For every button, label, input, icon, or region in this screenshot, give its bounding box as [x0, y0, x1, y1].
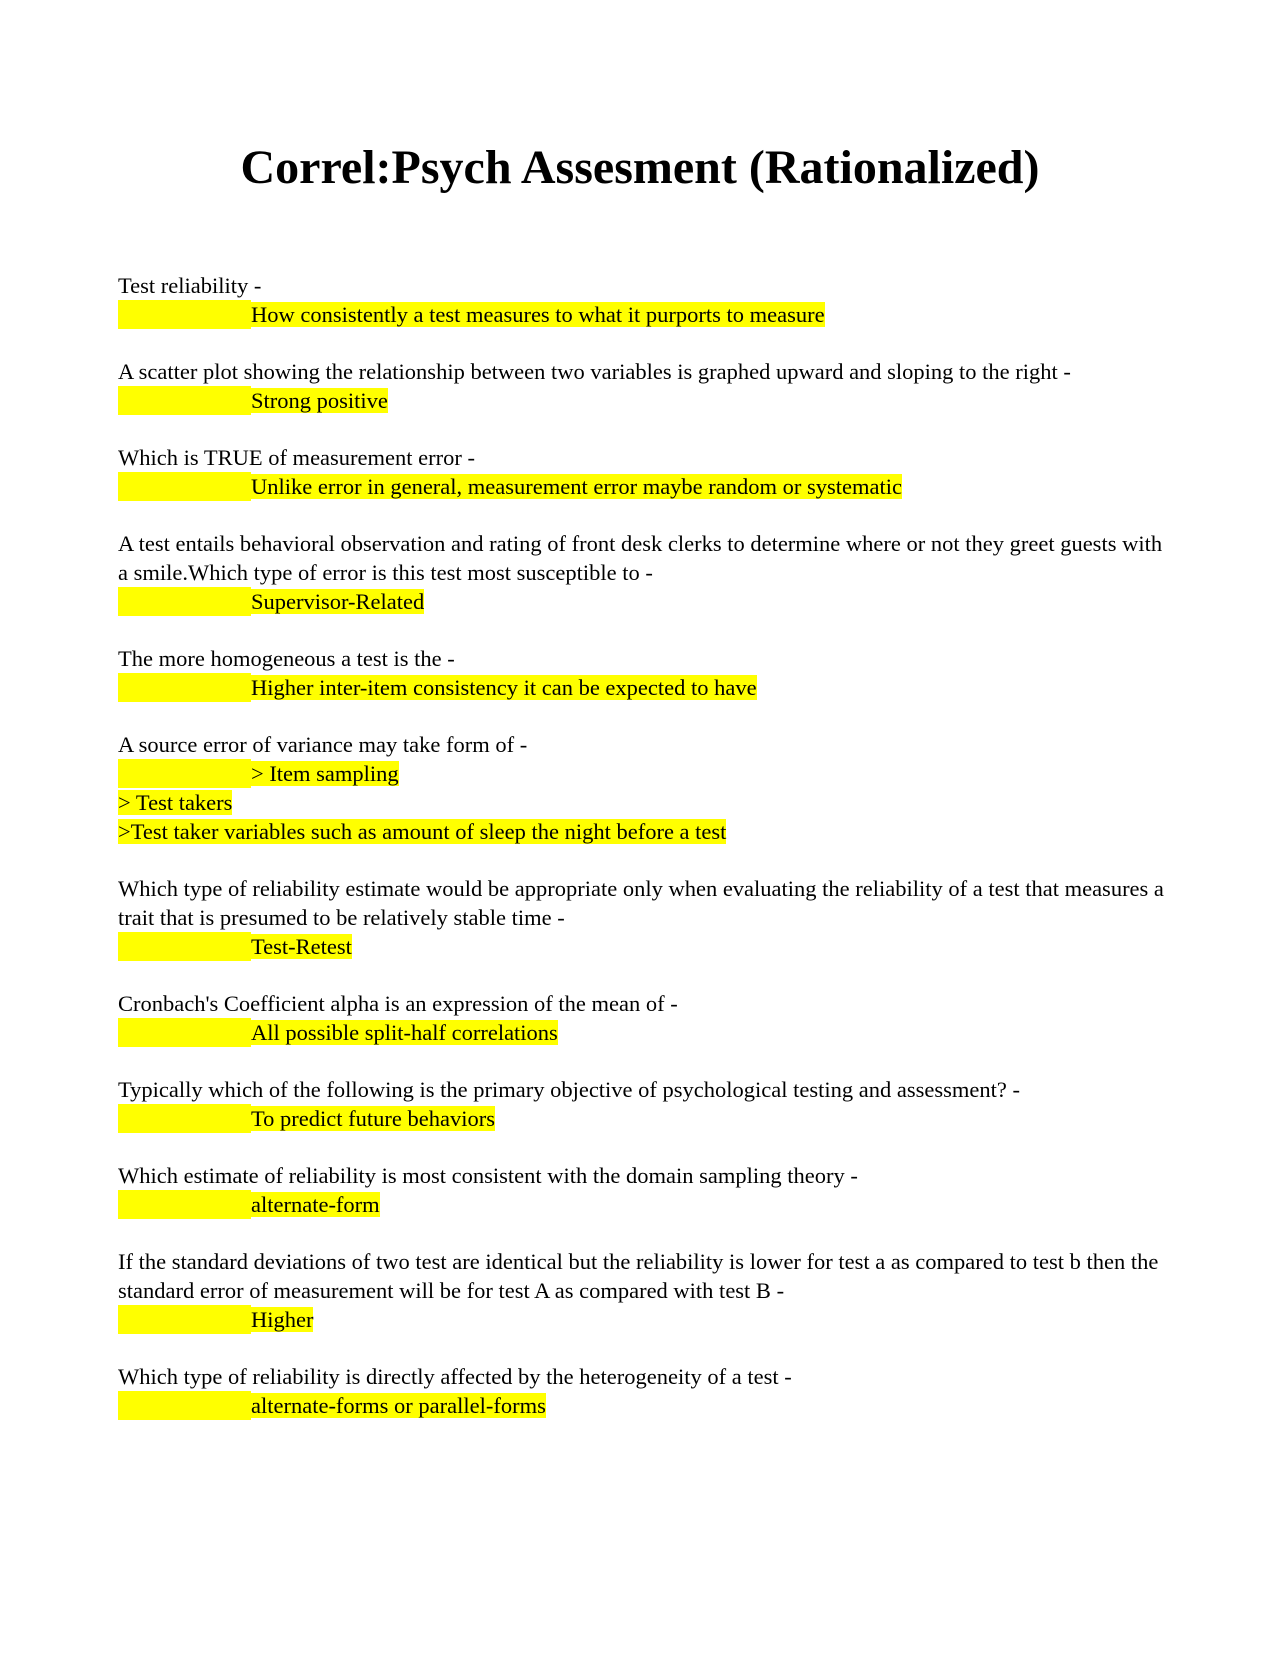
answer-line — [118, 587, 1168, 616]
answer-indent-highlight — [118, 300, 251, 329]
answer-indent-highlight — [118, 1305, 251, 1334]
question-text: Which estimate of reliability is most consistent with the domain sampling theory - — [118, 1163, 858, 1188]
qa-item — [118, 644, 1168, 702]
qa-item — [118, 874, 1168, 961]
answer-text: >Test taker variables such as amount of sleep the night before a test — [118, 819, 727, 844]
answer-indent-highlight — [118, 472, 251, 501]
question-text: A test entails behavioral observation and rating of front desk clerks to determine where or not they greet guests with a smile.Which type of error is this test most susceptible to - — [118, 531, 1163, 585]
answer-line — [118, 472, 1168, 501]
question-text: Which type of reliability is directly affected by the heterogeneity of a test - — [118, 1364, 792, 1389]
question-text: Cronbach's Coefficient alpha is an expression of the mean of - — [118, 991, 678, 1016]
answer-indent-highlight — [118, 386, 251, 415]
qa-item — [118, 271, 1168, 329]
qa-item — [118, 1161, 1168, 1219]
answer-line — [118, 1104, 1168, 1133]
answer-text: > Item sampling — [251, 761, 399, 786]
question-text: If the standard deviations of two test are identical but the reliability is lower for test a as compared to test b then the standard error of measurement will be for test A as compared with test B - — [118, 1249, 1159, 1303]
qa-item — [118, 730, 1168, 846]
answer-line — [118, 817, 1168, 846]
answer-text: Unlike error in general, measurement error maybe random or systematic — [251, 474, 902, 499]
answer-indent-highlight — [118, 932, 251, 961]
answer-line — [118, 1391, 1168, 1420]
answer-line — [118, 1018, 1168, 1047]
qa-list — [118, 271, 1168, 1448]
question-text: Which type of reliability estimate would be appropriate only when evaluating the reliability of a test that measures a trait that is presumed to be relatively stable time - — [118, 876, 1164, 930]
qa-item — [118, 989, 1168, 1047]
answer-line — [118, 932, 1168, 961]
answer-text: Higher — [251, 1307, 314, 1332]
question-text: Test reliability - — [118, 273, 262, 298]
answer-text: All possible split-half correlations — [251, 1020, 558, 1045]
question-text: A source error of variance may take form of - — [118, 732, 528, 757]
answer-indent-highlight — [118, 1018, 251, 1047]
answer-text: > Test takers — [118, 790, 233, 815]
answer-text: How consistently a test measures to what it purports to measure — [251, 302, 825, 327]
answer-text: alternate-forms or parallel-forms — [251, 1393, 546, 1418]
answer-line — [118, 1190, 1168, 1219]
question-text: Which is TRUE of measurement error - — [118, 445, 475, 470]
question-text: Typically which of the following is the primary objective of psychological testing and assessment? - — [118, 1077, 1020, 1102]
answer-indent-highlight — [118, 673, 251, 702]
answer-line — [118, 1305, 1168, 1334]
answer-text: alternate-form — [251, 1192, 380, 1217]
qa-item — [118, 357, 1168, 415]
answer-indent-highlight — [118, 587, 251, 616]
answer-text: Test-Retest — [251, 934, 352, 959]
answer-line — [118, 386, 1168, 415]
page-title: Correl:Psych Assesment (Rationalized) — [240, 141, 1040, 194]
qa-item — [118, 1362, 1168, 1420]
qa-item — [118, 1075, 1168, 1133]
answer-text: Strong positive — [251, 388, 388, 413]
answer-line — [118, 300, 1168, 329]
qa-item — [118, 1247, 1168, 1334]
answer-text: Higher inter-item consistency it can be expected to have — [251, 675, 757, 700]
qa-item — [118, 443, 1168, 501]
answer-indent-highlight — [118, 1391, 251, 1420]
answer-text: To predict future behaviors — [251, 1106, 495, 1131]
answer-indent-highlight — [118, 1104, 251, 1133]
answer-indent-highlight — [118, 1190, 251, 1219]
qa-item — [118, 529, 1168, 616]
answer-line — [118, 759, 1168, 788]
question-text: A scatter plot showing the relationship between two variables is graphed upward and sloping to the right - — [118, 359, 1071, 384]
answer-text: Supervisor-Related — [251, 589, 425, 614]
answer-indent-highlight — [118, 759, 251, 788]
answer-line — [118, 788, 1168, 817]
question-text: The more homogeneous a test is the - — [118, 646, 455, 671]
answer-line — [118, 673, 1168, 702]
